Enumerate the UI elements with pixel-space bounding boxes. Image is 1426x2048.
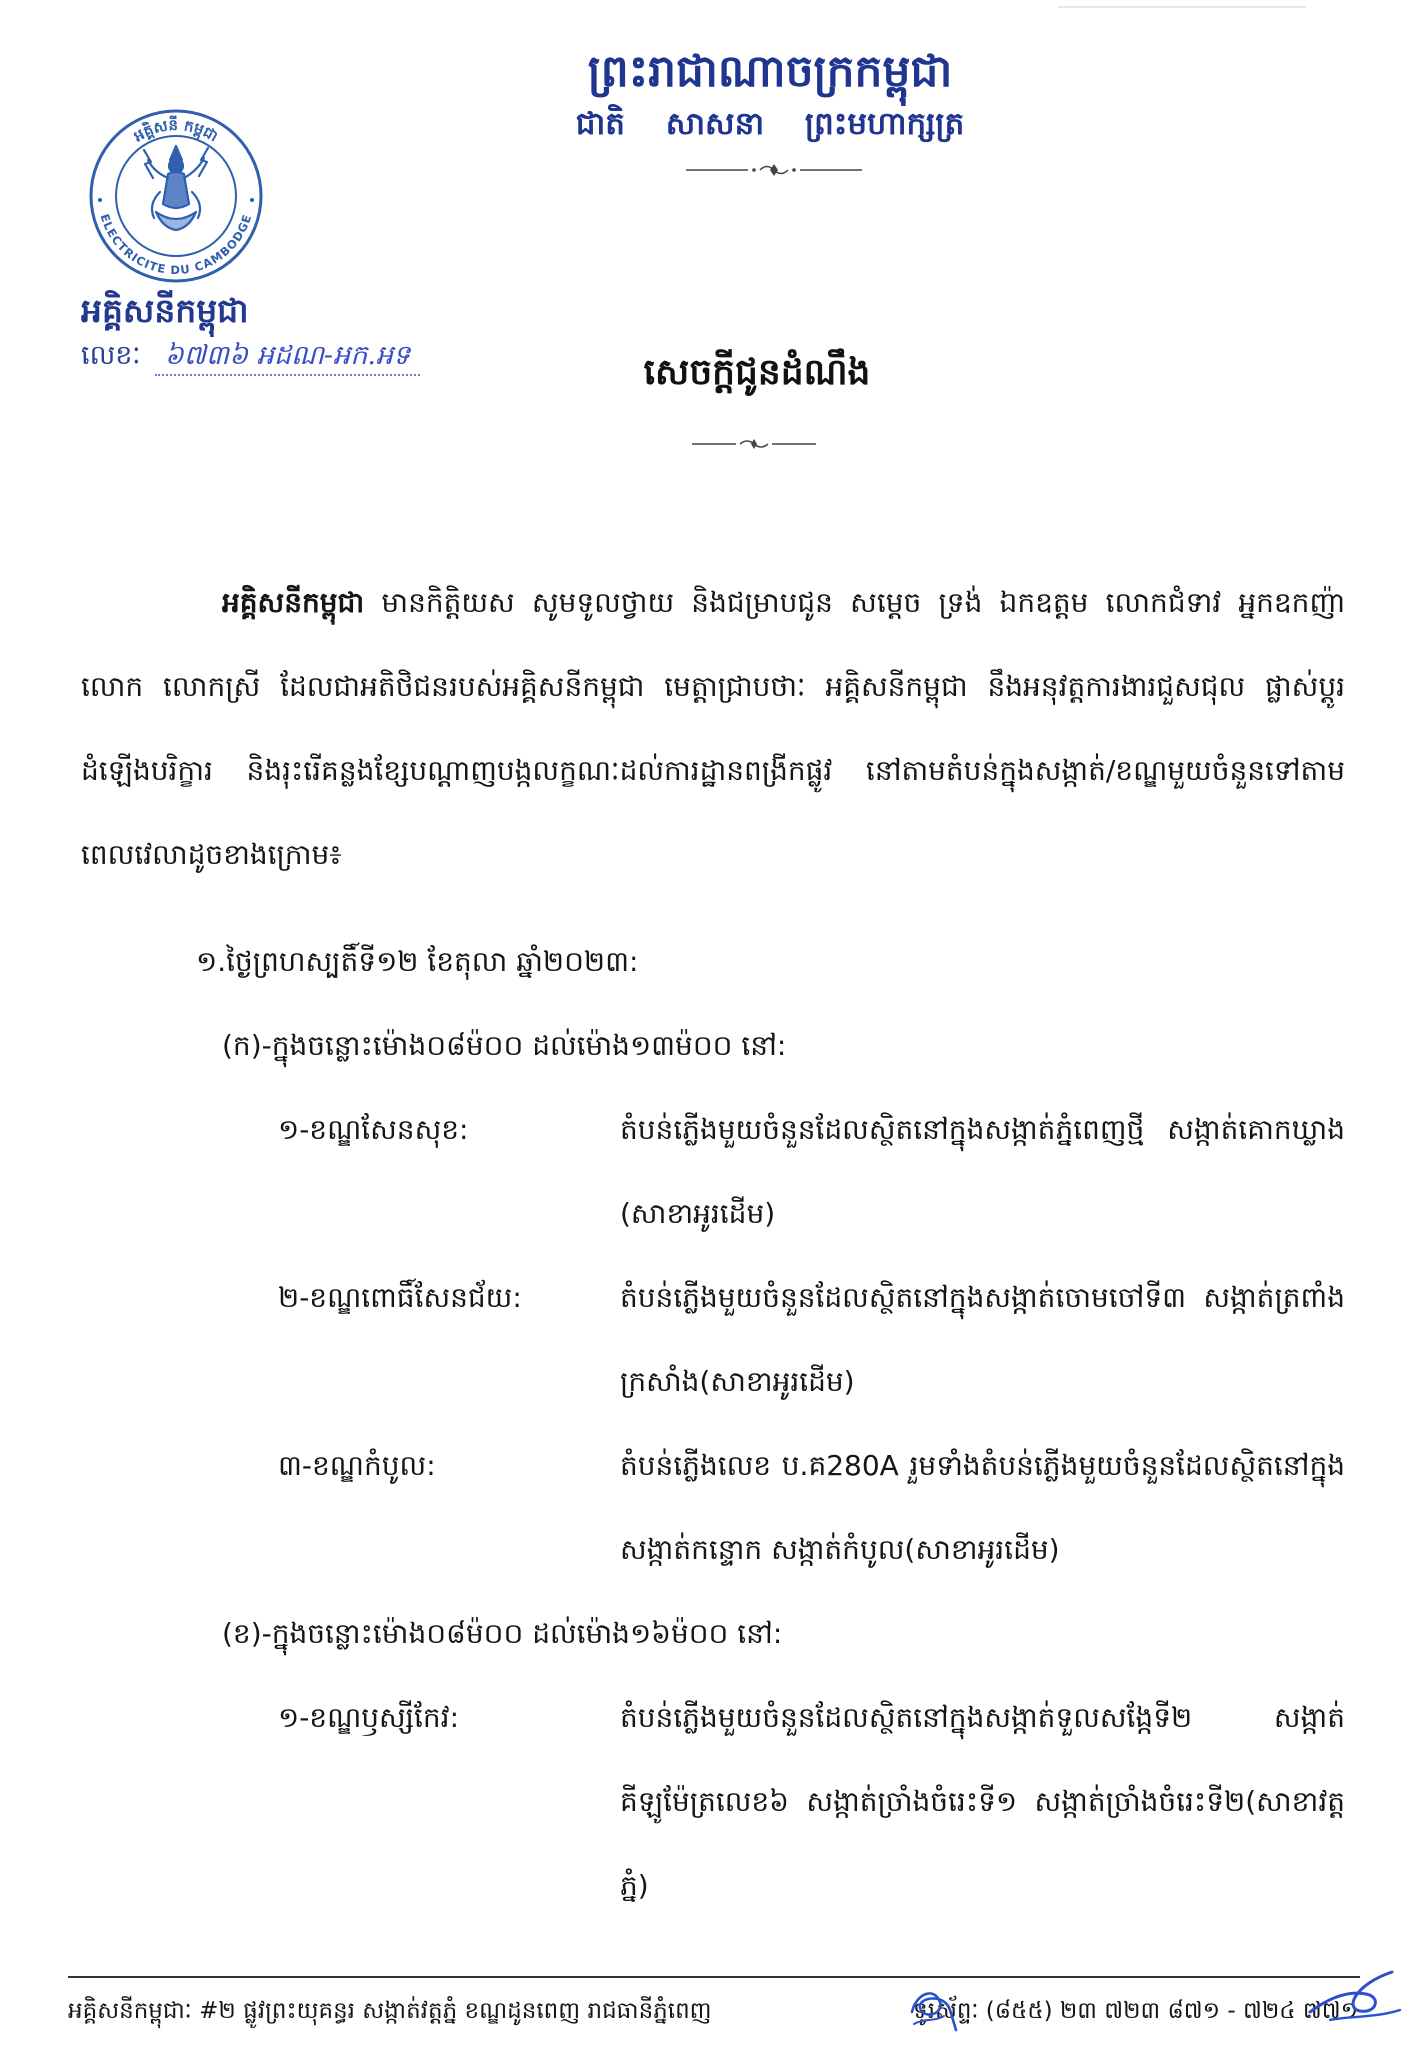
schedule-item bbox=[81, 1088, 1345, 1256]
reference-number-handwritten: ៦៧៣៦ អដណ-អក.អទ bbox=[155, 338, 421, 376]
schedule-item bbox=[81, 1676, 1345, 1928]
notice-lead-org: អគ្គិសនីកម្ពុជា bbox=[222, 586, 365, 619]
footer-address: អគ្គិសនីកម្ពុជាៈ #២ ផ្លូវព្រះយុគន្ធរ សង្កាត់វត្តភ្នំ ខណ្ឌដូនពេញ រាជធានីភ្នំពេញ bbox=[68, 1998, 712, 2024]
seal-top-text: អគ្គិសនី កម្ពុជា bbox=[130, 115, 222, 146]
schedule-item bbox=[81, 1256, 1345, 1424]
reference-line bbox=[81, 334, 420, 378]
reference-label: លេខៈ bbox=[81, 340, 141, 371]
district-label: ១-ខណ្ឌឫស្សីកែវ: bbox=[278, 1701, 460, 1734]
notice-paragraph bbox=[81, 561, 1345, 897]
svg-text:អគ្គិសនី កម្ពុជា bbox=[130, 115, 221, 146]
deity-figure-icon bbox=[144, 146, 208, 230]
affected-area: តំបន់ភ្លើងលេខ ប.គ280A រួមទាំងតំបន់ភ្លើងមួយចំនួនដែលស្ថិតនៅក្នុងសង្កាត់កន្ទោក សង្កាត់កំបូល(សាខាអូរដើម) bbox=[620, 1449, 1345, 1566]
schedule-item bbox=[81, 1424, 1345, 1592]
handwritten-mark-icon bbox=[904, 1978, 964, 2040]
district-label: ៣-ខណ្ឌកំបូល: bbox=[278, 1449, 436, 1482]
affected-area: តំបន់ភ្លើងមួយចំនួនដែលស្ថិតនៅក្នុងសង្កាត់ទួលសង្កែទី២ សង្កាត់គីឡូម៉ែត្រលេខ៦ សង្កាត់ច្រាំងចំរេះទី១ សង្កាត់ច្រាំងចំរេះទី២(សាខាវត្តភ្នំ) bbox=[620, 1701, 1345, 1902]
affected-area: តំបន់ភ្លើងមួយចំនួនដែលស្ថិតនៅក្នុងសង្កាត់ភ្នំពេញថ្មី សង្កាត់គោកឃ្លាង (សាខាអូរដើម) bbox=[620, 1113, 1345, 1230]
kingdom-title: ព្រះរាជាណាចក្រកម្ពុជា bbox=[587, 46, 953, 97]
section-heading-date: ១.ថ្ងៃព្រហស្បតិ៍ទី១២ ខែតុលា ឆ្នាំ២០២៣: bbox=[196, 945, 639, 978]
time-window-b: (ខ)-ក្នុងចន្លោះម៉ោង០៨ម៉០០ ដល់ម៉ោង១៦ម៉០០ នៅ: bbox=[222, 1617, 783, 1650]
affected-area: តំបន់ភ្លើងមួយចំនួនដែលស្ថិតនៅក្នុងសង្កាត់ចោមចៅទី៣ សង្កាត់ត្រពាំងក្រសាំង(សាខាអូរដើម) bbox=[620, 1281, 1345, 1398]
scan-artifact-line bbox=[1058, 6, 1306, 8]
edc-logo-seal bbox=[88, 108, 264, 284]
seal-bottom-text: ELECTRICITE DU CAMBODGE bbox=[97, 212, 255, 277]
signature-icon bbox=[1300, 1960, 1410, 2030]
footer-divider bbox=[68, 1976, 1360, 1978]
national-motto: ជាតិ សាសនា ព្រះមហាក្សត្រ bbox=[575, 106, 965, 142]
district-label: ១-ខណ្ឌសែនសុខ: bbox=[278, 1113, 469, 1146]
footer-phone: ទូរស័ព្ទៈ (៨៥៥) ២៣ ៧២៣ ៨៧១ - ៧២៤ ៧៧១ bbox=[913, 1998, 1358, 2024]
district-label: ២-ខណ្ឌពោធិ៍សែនជ័យ: bbox=[278, 1281, 522, 1314]
notice-title: សេចក្តីជូនដំណឹង bbox=[643, 351, 871, 393]
time-window-a: (ក)-ក្នុងចន្លោះម៉ោង០៨ម៉០០ ដល់ម៉ោង១៣ម៉០០ នៅ: bbox=[222, 1029, 787, 1062]
notice-paragraph-text: មានកិត្តិយស សូមទូលថ្វាយ និងជម្រាបជូន សម្តេច ទ្រង់ ឯកឧត្តម លោកជំទាវ អ្នកឧកញ៉ា លោក លោកស្រី ដែលជាអតិថិជនរបស់អគ្គិសនីកម្ពុជា មេត្តាជ្រាបថាៈ អគ្គិសនីកម្ពុជា នឹងអនុវត្តការងារជួសជុល ផ្លាស់ប្តូរដំឡើងបរិក្ខារ និងរុះរើគន្លងខ្សែបណ្តាញបង្កលក្ខណៈដល់ការដ្ឋានពង្រីកផ្លូវ នៅតាមតំបន់ក្នុងសង្កាត់/ខណ្ឌមួយចំនួនទៅតាមពេលវេលាដូចខាងក្រោម៖ bbox=[81, 586, 1345, 871]
notice-content bbox=[81, 561, 1345, 1959]
organization-name: អគ្គិសនីកម្ពុជា bbox=[81, 291, 249, 330]
title-ornament-divider bbox=[692, 436, 816, 452]
header-ornament-divider bbox=[686, 160, 862, 180]
